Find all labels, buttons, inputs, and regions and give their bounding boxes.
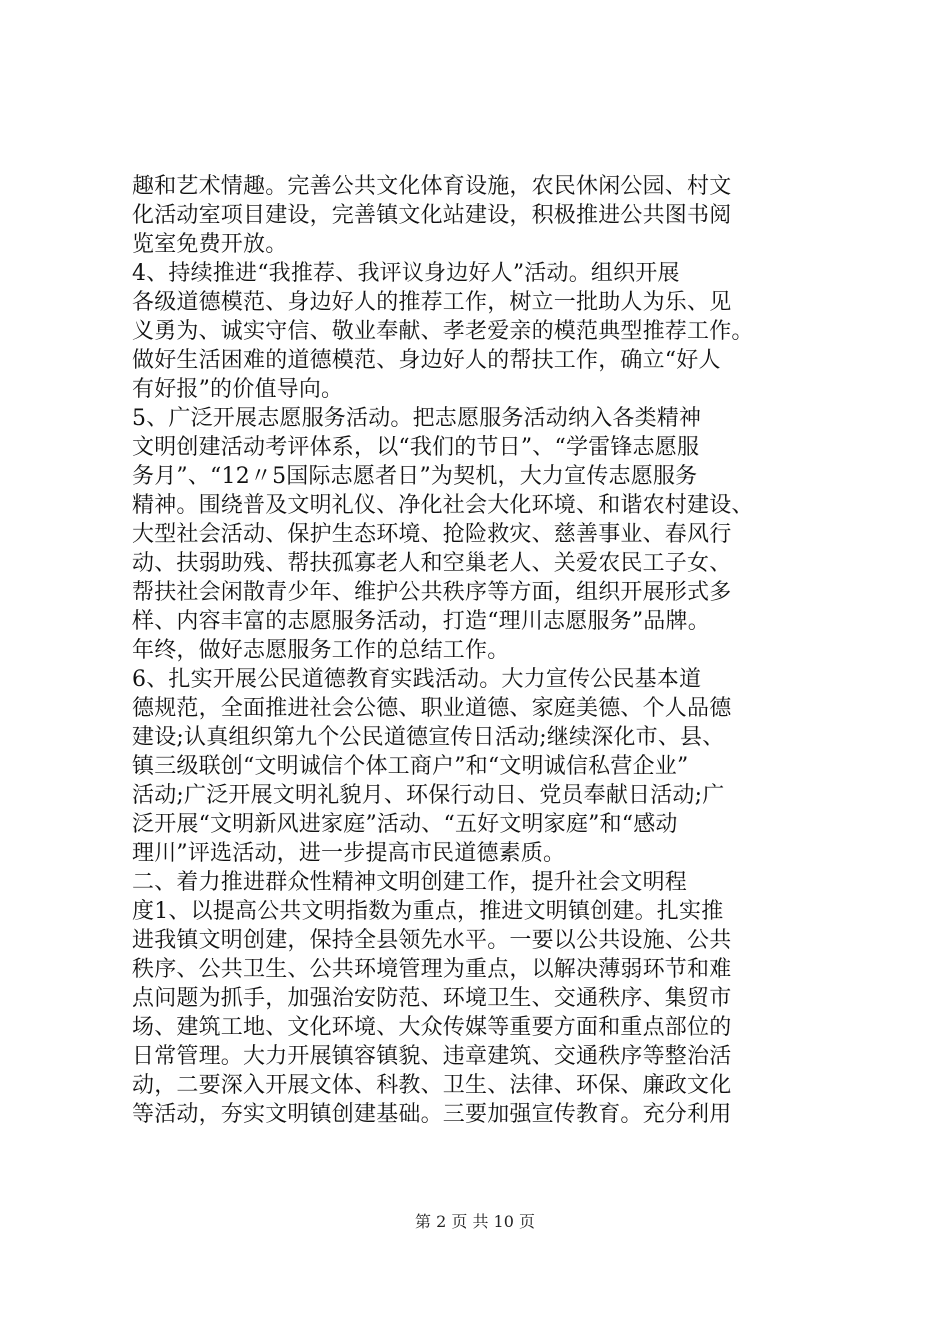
text-line: 有好报”的价值导向。 [132,377,344,402]
text-line: 6、扎实开展公民道德教育实践活动。大力宣传公民基本道 [132,667,702,692]
text-line: 各级道德模范、身边好人的推荐工作，树立一批助人为乐、见 [132,290,732,315]
text-line: 理川”评选活动，进一步提高市民道德素质。 [132,841,566,866]
text-line: 样、内容丰富的志愿服务活动，打造“理川志愿服务”品牌。 [132,609,710,634]
text-line: 建设;认真组织第九个公民道德宣传日活动;继续深化市、县、 [132,725,725,750]
text-line: 日常管理。大力开展镇容镇貌、违章建筑、交通秩序等整治活 [132,1044,732,1069]
text-line: 5、广泛开展志愿服务活动。把志愿服务活动纳入各类精神 [132,406,702,431]
text-line: 秩序、公共卫生、公共环境管理为重点，以解决薄弱环节和难 [132,957,732,982]
text-line: 二、着力推进群众性精神文明创建工作，提升社会文明程 [132,870,688,895]
text-line: 动、扶弱助残、帮扶孤寡老人和空巢老人、关爱农民工子女、 [132,551,732,576]
document-body [132,172,832,1129]
text-line: 帮扶社会闲散青少年、维护公共秩序等方面，组织开展形式多 [132,580,732,605]
text-line: 点问题为抓手，加强治安防范、环境卫生、交通秩序、集贸市 [132,986,732,1011]
text-line: 趣和艺术情趣。完善公共文化体育设施，农民休闲公园、村文 [132,174,732,199]
text-line: 德规范，全面推进社会公德、职业道德、家庭美德、个人品德 [132,696,732,721]
text-line: 场、建筑工地、文化环境、大众传媒等重要方面和重点部位的 [132,1015,732,1040]
text-line: 精神。围绕普及文明礼仪、净化社会大化环境、和谐农村建设、 [132,493,754,518]
text-line: 泛开展“文明新风进家庭”活动、“五好文明家庭”和“感动 [132,812,678,837]
text-line: 览室免费开放。 [132,232,288,257]
text-line: 4、持续推进“我推荐、我评议身边好人”活动。组织开展 [132,261,680,286]
text-line: 义勇为、诚实守信、敬业奉献、孝老爱亲的模范典型推荐工作。 [132,319,754,344]
text-line: 进我镇文明创建，保持全县领先水平。一要以公共设施、公共 [132,928,732,953]
text-line: 年终，做好志愿服务工作的总结工作。 [132,638,510,663]
text-line: 镇三级联创“文明诚信个体工商户”和“文明诚信私营企业” [132,754,689,779]
text-line: 度1、以提高公共文明指数为重点，推进文明镇创建。扎实推 [132,899,724,924]
text-line: 等活动，夯实文明镇创建基础。三要加强宣传教育。充分利用 [132,1102,732,1127]
text-line: 大型社会活动、保护生态环境、抢险救灾、慈善事业、春风行 [132,522,732,547]
page-number-footer: 第 2 页 共 10 页 [415,1212,535,1231]
text-line: 文明创建活动考评体系，以“我们的节日”、“学雷锋志愿服 [132,435,700,460]
text-line: 化活动室项目建设，完善镇文化站建设，积极推进公共图书阅 [132,203,732,228]
text-line: 做好生活困难的道德模范、身边好人的帮扶工作，确立“好人 [132,348,721,373]
text-line: 活动;广泛开展文明礼貌月、环保行动日、党员奉献日活动;广 [132,783,725,808]
text-line: 动，二要深入开展文体、科教、卫生、法律、环保、廉政文化 [132,1073,732,1098]
text-line: 务月”、“12〃5国际志愿者日”为契机，大力宣传志愿服务 [132,464,698,489]
